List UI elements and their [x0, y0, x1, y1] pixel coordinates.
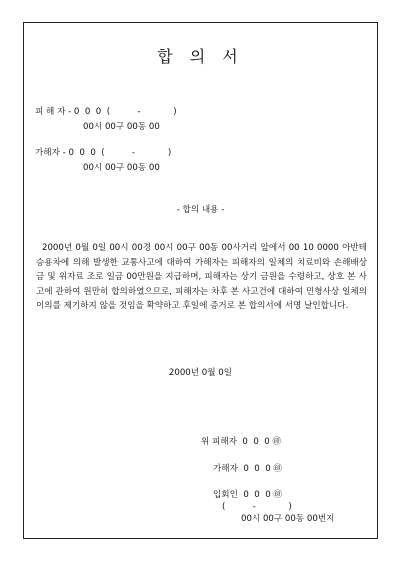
witness-id-number: ( - ) — [222, 502, 292, 512]
section-heading: - 합의 내용 - — [176, 205, 225, 215]
victim-address: 00시 00구 00동 00 — [83, 122, 160, 132]
victim-name-line: 피 해 자 - 0 0 0 ( - ) — [35, 107, 177, 117]
agreement-body: 2000년 0월 0일 00시 00경 00시 00구 00동 00사거리 앞에서 00 10 0000 아반테 승용차에 의해 발생한 교통사고에 대하여 가해자는 피해자의 일체의 치료비와 손해배상금 및 위자료 조로 일금 00만원을 지급하며, 피해자는 상기 금원을 수령하고, 상호 본 사고에 관하여 원만히 합의하였으므로, 피해자는 차후 본 사고건에 대하여 민형사상 일체의 이의를 제기하지 않을 것임을 확약하고 후일에 증거로 본 합의서에 서명 날인합니다. — [36, 243, 367, 311]
signature-offender: 가해자 0 0 0 ㊞ — [213, 464, 283, 474]
agreement-document — [23, 22, 378, 539]
witness-address: 00시 00구 00동 00번지 — [241, 514, 335, 524]
offender-address: 00시 00구 00동 00 — [83, 163, 160, 173]
document-title: 합 의 서 — [157, 47, 244, 66]
signature-witness: 입회인 0 0 0 ㊞ — [213, 490, 283, 500]
signature-victim: 위 피해자 0 0 0 ㊞ — [201, 437, 282, 447]
offender-name-line: 가해자 - 0 0 0 ( - ) — [35, 148, 172, 158]
document-date: 2000년 0월 0일 — [168, 368, 233, 378]
